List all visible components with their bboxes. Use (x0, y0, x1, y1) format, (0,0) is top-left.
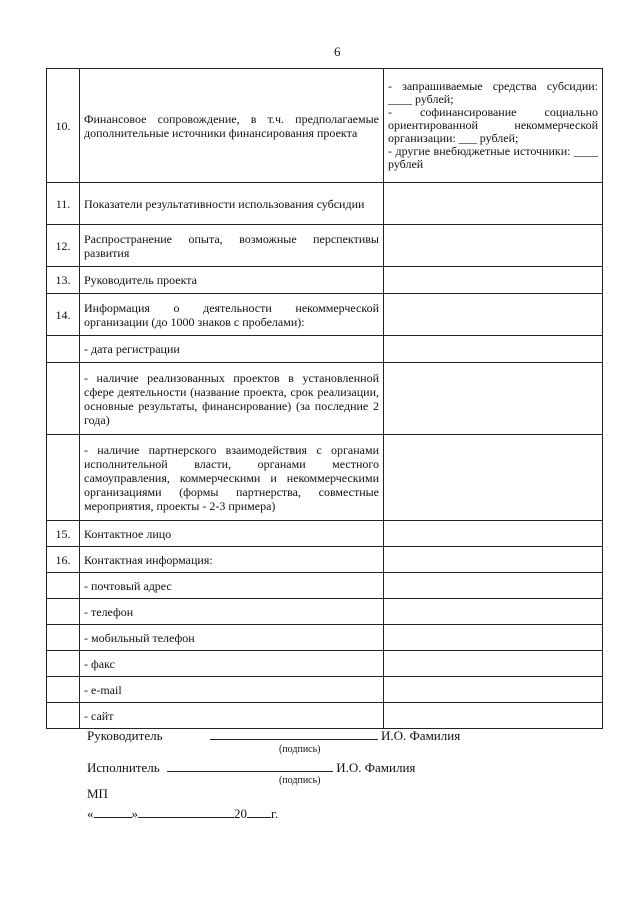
row-number (47, 599, 80, 625)
row-value-cell[interactable] (384, 677, 603, 703)
row-description: Контактная информация: (80, 547, 384, 573)
head-signature-field[interactable] (210, 727, 378, 740)
executor-signature-line (87, 759, 415, 776)
row-number (47, 677, 80, 703)
table-row (47, 267, 603, 294)
head-signature-hint: (подпись) (279, 744, 321, 755)
row-description: - наличие реализованных проектов в установленной сфере деятельности (название проекта, срок реализации, основные результаты, финансирование) (за последние 2 года) (80, 363, 384, 435)
row-value-cell[interactable] (384, 521, 603, 547)
row-value-cell[interactable] (384, 294, 603, 336)
row-description: - телефон (80, 599, 384, 625)
table-row (47, 547, 603, 573)
row-description: - дата регистрации (80, 336, 384, 363)
row-value-cell[interactable] (384, 651, 603, 677)
row-number: 15. (47, 521, 80, 547)
financing-line: - другие внебюджетные источники: ____ рублей (388, 144, 598, 171)
row-value-cell[interactable] (384, 573, 603, 599)
row-number (47, 363, 80, 435)
table-row (47, 225, 603, 267)
row-number (47, 625, 80, 651)
date-line (87, 805, 278, 822)
table-row (47, 521, 603, 547)
head-signature-line (87, 727, 460, 744)
table-row (47, 599, 603, 625)
row-number (47, 651, 80, 677)
executor-signature-field[interactable] (167, 759, 333, 772)
financing-line: - софинансирование социально ориентированной некоммерческой организации: ___ рублей; (388, 105, 598, 145)
row-description: Контактное лицо (80, 521, 384, 547)
row-description: - e-mail (80, 677, 384, 703)
table-row (47, 651, 603, 677)
table-row (47, 336, 603, 363)
executor-signature-hint: (подпись) (279, 775, 321, 786)
row-number: 13. (47, 267, 80, 294)
row-description: - факс (80, 651, 384, 677)
page-number: 6 (334, 44, 341, 59)
row-number (47, 573, 80, 599)
row-value-cell[interactable] (384, 703, 603, 729)
row-description: Финансовое сопровождение, в т.ч. предполагаемые дополнительные источники финансирования проекта (80, 69, 384, 183)
row-number: 12. (47, 225, 80, 267)
row-value-cell[interactable] (384, 336, 603, 363)
table-row (47, 294, 603, 336)
row-description: Распространение опыта, возможные перспективы развития (80, 225, 384, 267)
financing-line: - запрашиваемые средства субсидии: ____ рублей; (388, 79, 598, 106)
table-row (47, 677, 603, 703)
row-description: Информация о деятельности некоммерческой организации (до 1000 знаков с пробелами): (80, 294, 384, 336)
row-value-cell[interactable] (384, 183, 603, 225)
row-description: - мобильный телефон (80, 625, 384, 651)
date-close-quote: » (131, 806, 138, 821)
table-row (47, 435, 603, 521)
row-value-cell[interactable] (384, 547, 603, 573)
date-year-field[interactable] (247, 805, 271, 818)
row-value-cell[interactable] (384, 625, 603, 651)
stamp-label: МП (87, 786, 108, 801)
date-year-prefix: 20 (234, 806, 247, 821)
row-number (47, 336, 80, 363)
table-row (47, 363, 603, 435)
row-number: 11. (47, 183, 80, 225)
application-form-table (46, 68, 603, 729)
row-value-cell[interactable] (384, 435, 603, 521)
row-value-cell[interactable] (384, 599, 603, 625)
table-row (47, 703, 603, 729)
row-value-cell[interactable] (384, 267, 603, 294)
row-value-cell[interactable] (384, 225, 603, 267)
row-number (47, 703, 80, 729)
table-row (47, 183, 603, 225)
table-row (47, 573, 603, 599)
financing-value-cell[interactable] (384, 69, 603, 183)
table-row (47, 69, 603, 183)
executor-label: Исполнитель (87, 760, 160, 775)
head-label: Руководитель (87, 728, 163, 743)
executor-name: И.О. Фамилия (336, 760, 416, 775)
date-day-field[interactable] (94, 805, 132, 818)
row-description: - наличие партнерского взаимодействия с органами исполнительной власти, органами местного самоуправления, коммерческими и некоммерческими организациями (формы партнерства, совместные мероприятия, проекты - 2-3 примера) (80, 435, 384, 521)
row-value-cell[interactable] (384, 363, 603, 435)
row-number: 10. (47, 69, 80, 183)
date-month-field[interactable] (138, 805, 234, 818)
row-description: - почтовый адрес (80, 573, 384, 599)
row-number: 16. (47, 547, 80, 573)
row-number (47, 435, 80, 521)
row-description: - сайт (80, 703, 384, 729)
date-suffix: г. (271, 806, 279, 821)
date-open-quote: « (87, 806, 94, 821)
row-description: Руководитель проекта (80, 267, 384, 294)
row-description: Показатели результативности использования субсидии (80, 183, 384, 225)
table-row (47, 625, 603, 651)
row-number: 14. (47, 294, 80, 336)
head-name: И.О. Фамилия (381, 728, 461, 743)
